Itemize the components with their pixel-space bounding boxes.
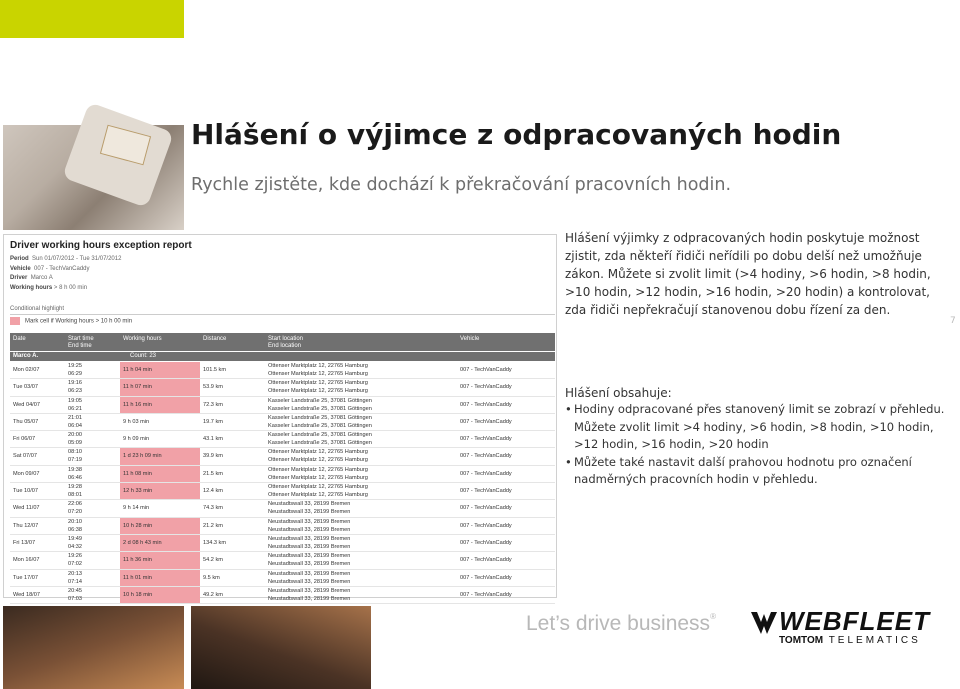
accent-bar [0,0,184,38]
table-row: Mon 02/07 19:25 06:29 11 h 04 min 101.5 km Ottenser Marktplatz 12, 22765 Hamburg Ottenser Marktplatz 12, 22765 Hamburg 007 - TechVanCaddy [10,362,555,379]
list-item: • Hodiny odpracované přes stanovený limit se zobrazí v přehledu. Můžete zvolit limit >4 hodiny, >6 hodin, >8 hodin, >10 hodin, >12 hodin, >16 hodin, >20 hodin [565,401,945,454]
conditional-highlight-label: Conditional highlight [10,306,65,312]
table-row: Fri 06/07 20:00 05:09 9 h 09 min 43.1 km Kasseler Landstraße 25, 37081 Göttingen Kasseler Landstraße 25, 37081 Göttingen 007 - TechVanCaddy [10,431,555,448]
driver-group-row: Marco A. Count: 23 [10,352,555,361]
report-meta: Period Sun 01/07/2012 - Tue 31/07/2012 Vehicle 007 - TechVanCaddy Driver Marco A Working hours > 8 h 00 min [10,256,122,291]
list-item: • Můžete také nastavit další prahovou hodnotu pro označení nadměrných pracovních hodin v přehledu. [565,454,945,489]
table-row: Thu 12/07 20:10 06:38 10 h 28 min 21.2 km Neustadtswall 33, 28199 Bremen Neustadtswall 33, 28199 Bremen 007 - TechVanCaddy [10,518,555,535]
driver-photo [3,606,184,689]
page-subtitle: Rychle zjistěte, kde dochází k překračování pracovních hodin. [191,175,732,195]
table-row: Mon 16/07 19:26 07:02 11 h 36 min 54.2 km Neustadtswall 33, 28199 Bremen Neustadtswall 33, 28199 Bremen 007 - TechVanCaddy [10,552,555,569]
contents-list [565,401,945,489]
mark-condition: Mark cell if Working hours > 10 h 00 min [10,317,555,329]
highlight-swatch [10,317,20,325]
dashboard-photo [191,606,371,689]
table-row: Tue 17/07 20:13 07:14 11 h 01 min 9.5 km Neustadtswall 33, 28199 Bremen Neustadtswall 33, 28199 Bremen 007 - TechVanCaddy [10,570,555,587]
report-preview [3,234,557,602]
logo-mark-icon [749,608,779,638]
contents-heading: Hlášení obsahuje: [565,386,672,400]
table-header: Date Start time End time Working hours Distance Start location End location Vehicle [10,333,555,351]
description: Hlášení výjimky z odpracovaných hodin poskytuje možnost zjistit, zda někteří řidiči neřídili po dobu delší než umožňuje zákon. Můžete si zvolit limit (>4 hodiny, >6 hodin, >8 hodin, >10 hodin, >12 hodin, >16 hodin, >20 hodin) a kontrolovat, zda řidiči nepřekračují stanovenou dobu řízení za den. [565,231,931,317]
page-number: 7 [950,316,956,326]
table-row: Tue 03/07 19:16 06:23 11 h 07 min 53.9 km Ottenser Marktplatz 12, 22765 Hamburg Ottenser Marktplatz 12, 22765 Hamburg 007 - TechVanCaddy [10,379,555,396]
tagline: Let’s drive business® [526,612,716,635]
webfleet-logo: WEBFLEET TOMTOM TELEMATICS [749,604,939,652]
page-title: Hlášení o výjimce z odpracovaných hodin [191,118,842,151]
table-row: Mon 09/07 19:38 06:46 11 h 08 min 21.5 km Ottenser Marktplatz 12, 22765 Hamburg Ottenser Marktplatz 12, 22765 Hamburg 007 - TechVanCaddy [10,466,555,483]
report-title: Driver working hours exception report [10,240,192,251]
table-body [10,362,555,604]
table-row: Sat 07/07 08:10 07:19 1 d 23 h 09 min 39.9 km Ottenser Marktplatz 12, 22765 Hamburg Ottenser Marktplatz 12, 22765 Hamburg 007 - TechVanCaddy [10,448,555,465]
table-row: Wed 11/07 22:06 07:20 9 h 14 min 74.3 km Neustadtswall 33, 28199 Bremen Neustadtswall 33, 28199 Bremen 007 - TechVanCaddy [10,500,555,517]
table-row: Fri 13/07 19:49 04:32 2 d 08 h 43 min 134.3 km Neustadtswall 33, 28199 Bremen Neustadtswall 33, 28199 Bremen 007 - TechVanCaddy [10,535,555,552]
table-row: Tue 10/07 19:28 08:01 12 h 33 min 12.4 km Ottenser Marktplatz 12, 22765 Hamburg Ottenser Marktplatz 12, 22765 Hamburg 007 - TechVanCaddy [10,483,555,500]
table-row: Thu 05/07 21:01 06:04 9 h 03 min 19.7 km Kasseler Landstraße 25, 37081 Göttingen Kasseler Landstraße 25, 37081 Göttingen 007 - TechVanCaddy [10,414,555,431]
table-row: Wed 04/07 19:05 06:21 11 h 16 min 72.3 km Kasseler Landstraße 25, 37081 Göttingen Kasseler Landstraße 25, 37081 Göttingen 007 - TechVanCaddy [10,397,555,414]
car-visor-photo [3,125,184,230]
table-row: Wed 18/07 20:45 07:03 10 h 18 min 49.2 km Neustadtswall 33, 28199 Bremen Neustadtswall 33, 28199 Bremen 007 - TechVanCaddy [10,587,555,604]
